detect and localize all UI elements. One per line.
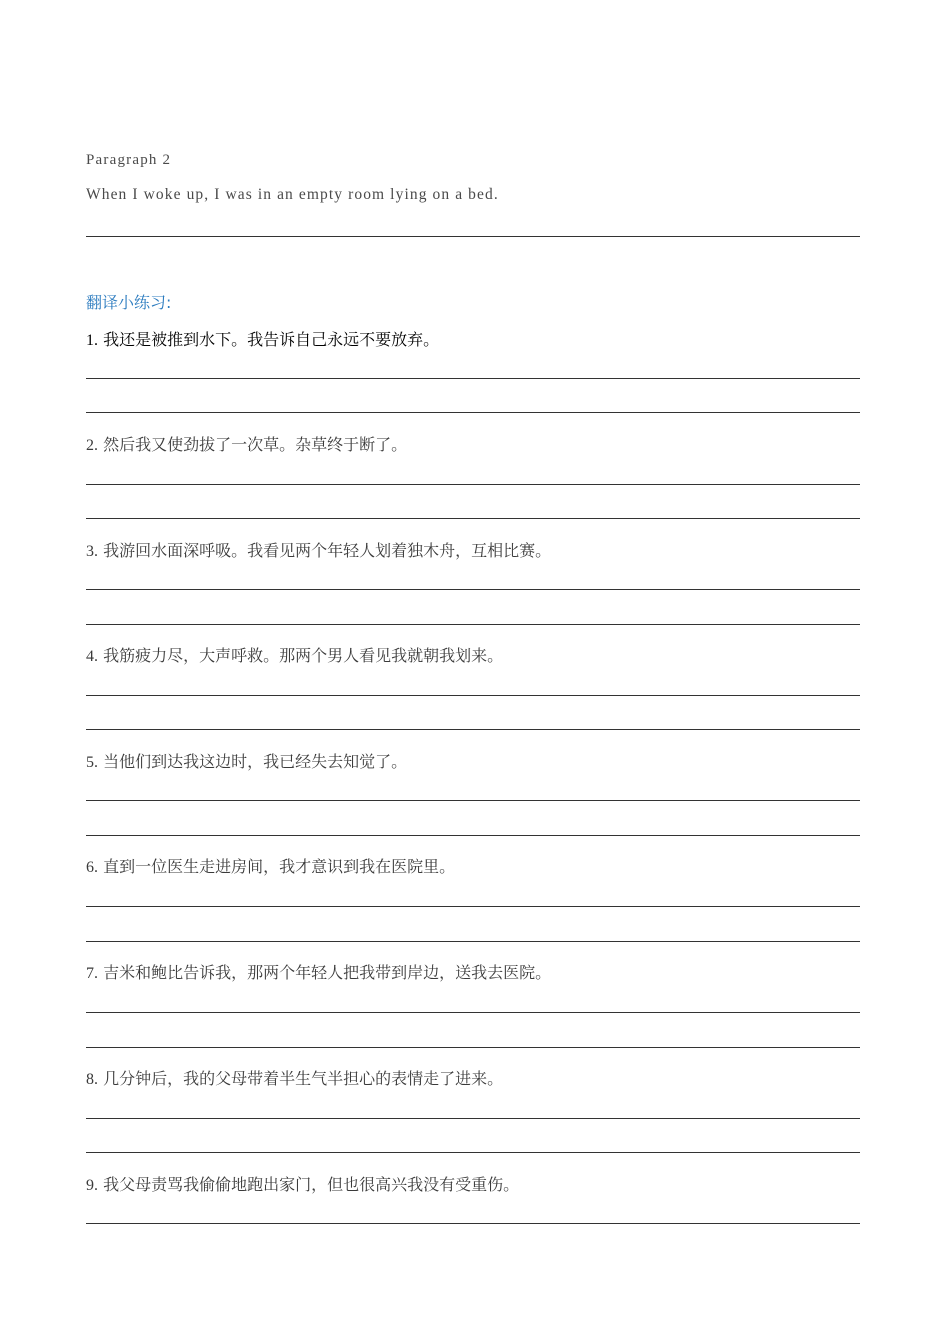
answer-line [86,484,860,485]
exercise-text: 我父母责骂我偷偷地跑出家门，但也很高兴我没有受重伤。 [103,1175,520,1194]
exercise-text: 直到一位医生走进房间，我才意识到我在医院里。 [103,857,456,876]
exercise-text: 我筋疲力尽，大声呼救。那两个男人看见我就朝我划来。 [103,646,504,665]
answer-line [86,1012,860,1013]
answer-line [86,729,860,730]
answer-line [86,1152,860,1153]
answer-line [86,518,860,519]
answer-line [86,589,860,590]
exercise-item-1 [86,327,439,350]
exercise-item-3 [86,538,551,561]
paragraph-heading: Paragraph 2 [86,152,172,168]
exercise-number: 3. [86,543,98,560]
exercise-text: 几分钟后，我的父母带着半生气半担心的表情走了进来。 [103,1069,504,1088]
exercise-number: 7. [86,965,98,982]
answer-line [86,236,860,237]
exercise-text: 吉米和鲍比告诉我，那两个年轻人把我带到岸边，送我去医院。 [103,963,552,982]
exercise-number: 6. [86,859,98,876]
exercise-text: 我还是被推到水下。我告诉自己永远不要放弃。 [103,330,440,349]
section-title: 翻译小练习: [86,293,172,312]
exercise-number: 9. [86,1177,98,1194]
exercise-text: 然后我又使劲拔了一次草。杂草终于断了。 [103,435,408,454]
answer-line [86,695,860,696]
paragraph-opening-sentence: When I woke up, I was in an empty room lying on a bed. [86,186,499,203]
answer-line [86,378,860,379]
exercise-number: 8. [86,1071,98,1088]
exercise-item-2 [86,432,407,455]
answer-line [86,800,860,801]
exercise-text: 当他们到达我这边时，我已经失去知觉了。 [103,752,408,771]
exercise-number: 4. [86,648,98,665]
answer-line [86,412,860,413]
exercise-item-9 [86,1172,519,1195]
answer-line [86,906,860,907]
answer-line [86,1047,860,1048]
answer-line [86,835,860,836]
exercise-item-4 [86,643,503,666]
answer-line [86,1118,860,1119]
exercise-item-5 [86,749,407,772]
exercise-item-7 [86,960,551,983]
exercise-text: 我游回水面深呼吸。我看见两个年轻人划着独木舟，互相比赛。 [103,541,552,560]
exercise-number: 2. [86,437,98,454]
exercise-item-8 [86,1066,503,1089]
exercise-number: 5. [86,754,98,771]
answer-line [86,624,860,625]
answer-line [86,941,860,942]
exercise-item-6 [86,854,455,877]
answer-line [86,1223,860,1224]
exercise-number: 1. [86,332,98,349]
